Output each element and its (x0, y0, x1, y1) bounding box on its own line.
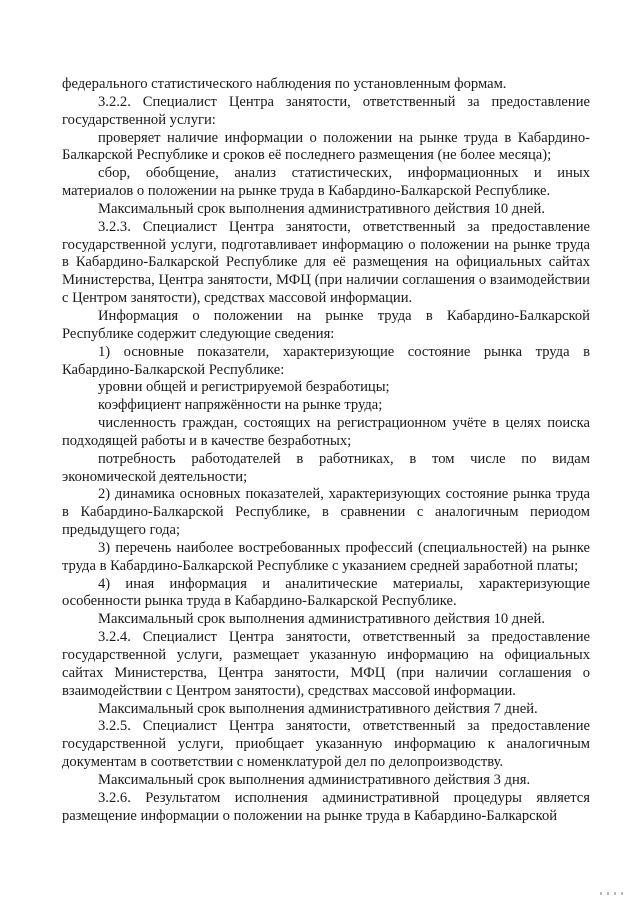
paragraph: Максимальный срок выполнения административного действия 7 дней. (98, 700, 538, 717)
paragraph: 3.2.3. Специалист Центра занятости, ответственный за предоставление государственной услуги, подготавливает информацию о положении на рынке труда в Кабардино-Балкарской Республике для её размещения на официальных сайтах Министерства, Центра занятости, МФЦ (при наличии соглашения о взаимодействии с Центром занятости), средствах массовой информации. (62, 218, 590, 307)
paragraph: 3.2.5. Специалист Центра занятости, ответственный за предоставление государственной услуги, приобщает указанную информацию к аналогичным документам в соответствии с номенклатурой дел по делопроизводству. (62, 718, 590, 771)
paragraph: Максимальный срок выполнения административного действия 3 дня. (98, 771, 531, 788)
list-item: 3) перечень наиболее востребованных профессий (специальностей) на рынке труда в Кабардино-Балкарской Республике с указанием средней заработной платы; (62, 539, 590, 574)
paragraph: 3.2.4. Специалист Центра занятости, ответственный за предоставление государственной услуги, размещает указанную информацию на официальных сайтах Министерства, Центра занятости, МФЦ (при наличии соглашения о взаимодействии с Центром занятости), средствах массовой информации. (62, 629, 590, 699)
document-body (62, 76, 590, 825)
list-item: 4) иная информация и аналитические материалы, характеризующие особенности рынка труда в Кабардино-Балкарской Республике. (62, 575, 590, 610)
scan-artifact (600, 892, 626, 895)
list-item: численность граждан, состоящих на регистрационном учёте в целях поиска подходящей работы и в качестве безработных; (62, 415, 590, 449)
paragraph: Максимальный срок выполнения административного действия 10 дней. (98, 611, 545, 628)
paragraph: проверяет наличие информации о положении на рынке труда в Кабардино-Балкарской Республике и сроков её последнего размещения (не более месяца); (62, 129, 590, 164)
list-item: коэффициент напряжённости на рынке труда; (98, 397, 383, 414)
paragraph: Максимальный срок выполнения административного действия 10 дней. (98, 200, 545, 217)
paragraph: 3.2.6. Результатом исполнения административной процедуры является размещение информации о положении на рынке труда в Кабардино-Балкарской (62, 789, 590, 824)
paragraph: Информация о положении на рынке труда в Кабардино-Балкарской Республике содержит следующие сведения: (62, 307, 590, 342)
paragraph: федерального статистического наблюдения по установленным формам. (62, 76, 507, 92)
paragraph: сбор, обобщение, анализ статистических, информационных и иных материалов о положении на рынке труда в Кабардино-Балкарской Республике. (62, 165, 590, 200)
list-item: уровни общей и регистрируемой безработицы; (98, 379, 390, 396)
list-item: потребность работодателей в работниках, в том числе по видам экономической деятельности; (62, 450, 590, 485)
list-item: 1) основные показатели, характеризующие состояние рынка труда в Кабардино-Балкарской Республике: (62, 343, 590, 378)
list-item: 2) динамика основных показателей, характеризующих состояние рынка труда в Кабардино-Балкарской Республике, в сравнении с аналогичным периодом предыдущего года; (62, 486, 590, 539)
paragraph: 3.2.2. Специалист Центра занятости, ответственный за предоставление государственной услуги: (62, 93, 590, 128)
